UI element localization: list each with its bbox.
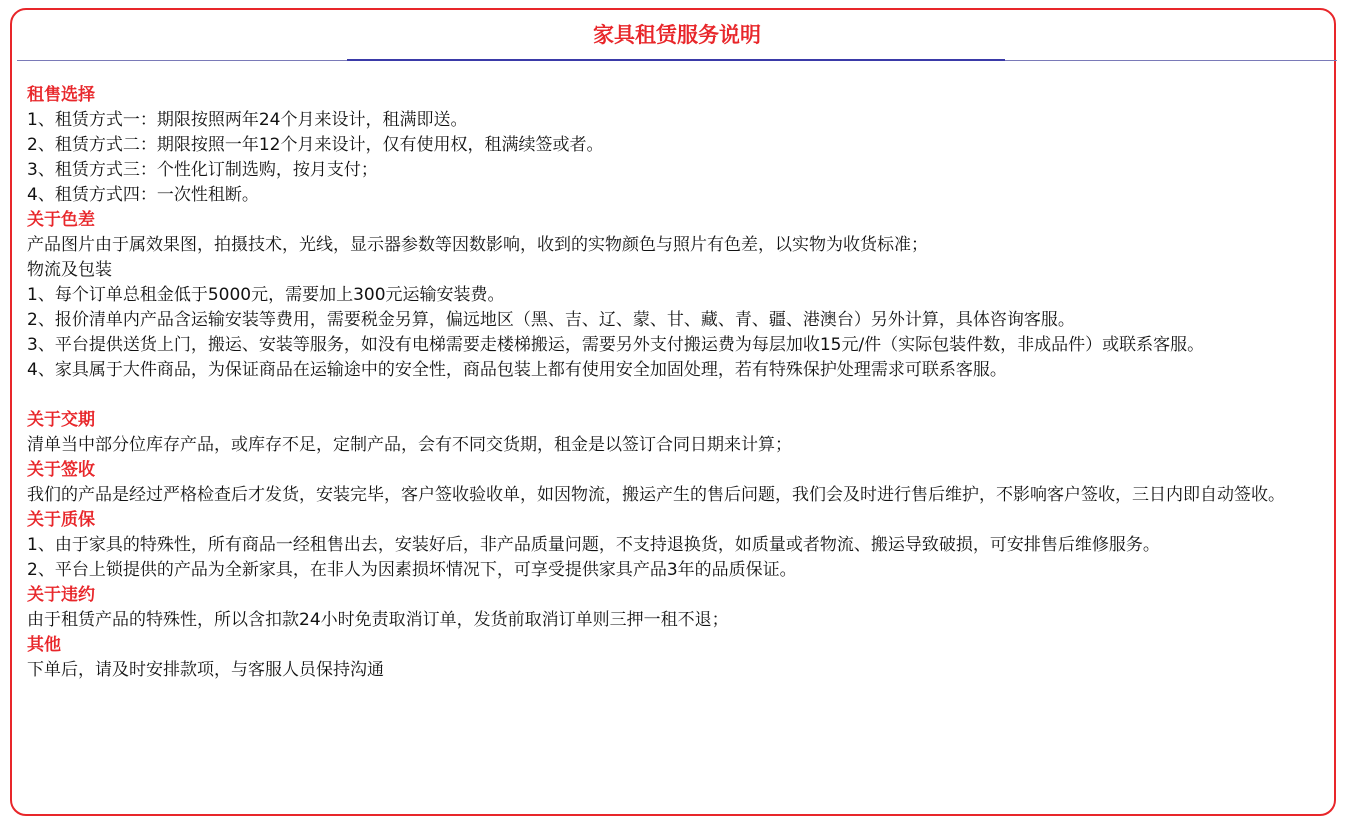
section-heading-warranty: 关于质保 (27, 510, 95, 530)
section-heading-rent: 租售选择 (27, 85, 95, 105)
section-heading-delivery: 关于交期 (27, 410, 95, 430)
logistics-line: 2、报价清单内产品含运输安装等费用，需要税金另算，偏远地区（黑、吉、辽、蒙、甘、藏、青、疆、港澳台）另外计算，具体咨询客服。 (27, 310, 1075, 330)
section-heading-other: 其他 (27, 635, 61, 655)
section-heading-logistics: 物流及包装 (27, 260, 112, 280)
section-heading-signoff: 关于签收 (27, 460, 95, 480)
rent-line: 4、租赁方式四：一次性租断。 (27, 185, 259, 205)
logistics-line: 4、家具属于大件商品，为保证商品在运输途中的安全性，商品包装上都有使用安全加固处理，若有特殊保护处理需求可联系客服。 (27, 360, 1007, 380)
page-title: 家具租赁服务说明 (593, 23, 761, 47)
warranty-line: 1、由于家具的特殊性，所有商品一经租售出去，安装好后，非产品质量问题，不支持退换货，如质量或者物流、搬运导致破损，可安排售后维修服务。 (27, 535, 1160, 555)
logistics-line: 1、每个订单总租金低于5000元，需要加上300元运输安装费。 (27, 285, 505, 305)
section-heading-color: 关于色差 (27, 210, 95, 230)
other-line: 下单后，请及时安排款项，与客服人员保持沟通 (27, 660, 384, 680)
delivery-line: 清单当中部分位库存产品，或库存不足，定制产品，会有不同交货期，租金是以签订合同日期来计算； (27, 435, 792, 455)
section-heading-breach: 关于违约 (27, 585, 95, 605)
rent-line: 2、租赁方式二：期限按照一年12个月来设计，仅有使用权，租满续签或者。 (27, 135, 604, 155)
color-line: 产品图片由于属效果图，拍摄技术，光线，显示器参数等因数影响，收到的实物颜色与照片有色差，以实物为收货标准； (27, 235, 928, 255)
rent-line: 3、租赁方式三：个性化订制选购，按月支付； (27, 160, 378, 180)
title-divider-accent (347, 59, 1005, 61)
warranty-line: 2、平台上锁提供的产品为全新家具，在非人为因素损坏情况下，可享受提供家具产品3年的品质保证。 (27, 560, 797, 580)
rent-line: 1、租赁方式一：期限按照两年24个月来设计，租满即送。 (27, 110, 468, 130)
logistics-line: 3、平台提供送货上门，搬运、安装等服务，如没有电梯需要走楼梯搬运，需要另外支付搬运费为每层加收15元/件（实际包装件数，非成品件）或联系客服。 (27, 335, 1205, 355)
service-description-body (27, 83, 1317, 683)
signoff-line: 我们的产品是经过严格检查后才发货，安装完毕，客户签收验收单，如因物流，搬运产生的售后问题，我们会及时进行售后维护，不影响客户签收，三日内即自动签收。 (27, 485, 1285, 505)
spacer (27, 383, 1317, 408)
breach-line: 由于租赁产品的特殊性，所以含扣款24小时免责取消订单，发货前取消订单则三押一租不退； (27, 610, 729, 630)
